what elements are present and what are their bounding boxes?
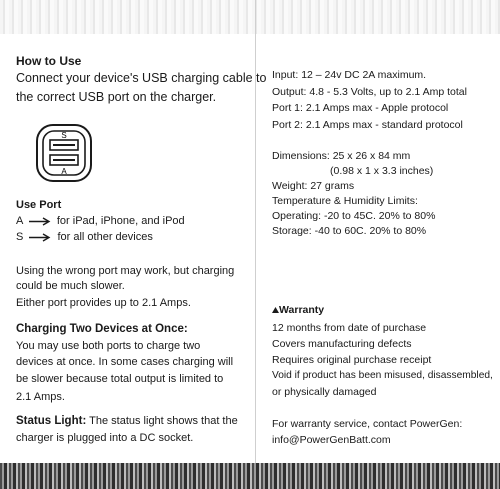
- paper-bottom-edge: [0, 463, 500, 489]
- charger-ports-icon: [34, 122, 94, 184]
- status-line-2: charger is plugged into a DC socket.: [16, 432, 194, 444]
- spec-temp-humidity: Temperature & Humidity Limits:: [272, 195, 418, 207]
- status-heading: Status Light:: [16, 415, 87, 427]
- port-s-letter: S: [16, 231, 24, 243]
- spec-storage: Storage: -40 to 60C. 20% to 80%: [272, 225, 427, 237]
- intro-line-2: the correct USB port on the charger.: [16, 90, 217, 104]
- spec-input: Input: 12 – 24v DC 2A maximum.: [272, 69, 427, 81]
- two-devices-line-1: You may use both ports to charge two: [16, 340, 201, 352]
- spec-operating: Operating: -20 to 45C. 20% to 80%: [272, 210, 436, 222]
- service-email: info@PowerGenBatt.com: [272, 434, 391, 446]
- warranty-heading-row: [272, 305, 324, 316]
- status-line-1-text: The status light shows that the: [86, 415, 238, 427]
- wrong-port-line-1: Using the wrong port may work, but charging: [16, 265, 235, 277]
- service-line-1: For warranty service, contact PowerGen:: [272, 418, 463, 430]
- port-a-text: for iPad, iPhone, and iPod: [56, 215, 185, 227]
- status-line-1: [16, 416, 238, 428]
- port-a-letter: A: [16, 215, 23, 227]
- wrong-port-line-2: could be much slower.: [16, 280, 125, 292]
- warranty-line-5: or physically damaged: [272, 386, 377, 398]
- two-devices-line-2: devices at once. In some cases charging will: [16, 356, 234, 368]
- port-a-row: [16, 216, 185, 227]
- diagram-label-s: S: [61, 131, 67, 140]
- warranty-line-4: Void if product has been misused, disassembled,: [272, 370, 493, 381]
- warranty-heading: Warranty: [279, 304, 325, 316]
- two-devices-line-4: 2.1 Amps.: [16, 391, 65, 403]
- spec-port-1: Port 1: 2.1 Amps max - Apple protocol: [272, 102, 449, 114]
- how-to-use-heading: How to Use: [16, 54, 82, 68]
- arrow-right-icon: [28, 217, 52, 226]
- two-devices-line-3: be slower because total output is limited to: [16, 373, 224, 385]
- either-port-text: Either port provides up to 2.1 Amps.: [16, 297, 191, 309]
- spec-dimensions: Dimensions: 25 x 26 x 84 mm: [272, 150, 411, 162]
- port-s-text: for all other devices: [57, 231, 153, 243]
- diagram-label-a: A: [61, 167, 67, 176]
- warranty-line-3: Requires original purchase receipt: [272, 354, 432, 366]
- spec-port-2: Port 2: 2.1 Amps max - standard protocol: [272, 119, 463, 131]
- two-devices-heading: Charging Two Devices at Once:: [16, 323, 188, 335]
- intro-line-1: Connect your device's USB charging cable to: [16, 71, 267, 85]
- spec-dimensions-inches: (0.98 x 1 x 3.3 inches): [330, 165, 434, 177]
- triangle-up-icon: [272, 307, 279, 313]
- paper-top-edge: [0, 0, 500, 34]
- spec-output: Output: 4.8 - 5.3 Volts, up to 2.1 Amp total: [272, 86, 467, 98]
- warranty-line-2: Covers manufacturing defects: [272, 338, 412, 350]
- arrow-right-icon: [28, 233, 52, 242]
- use-port-heading: Use Port: [16, 199, 62, 211]
- warranty-line-1: 12 months from date of purchase: [272, 322, 427, 334]
- spec-weight: Weight: 27 grams: [272, 180, 355, 192]
- port-s-row: [16, 232, 153, 243]
